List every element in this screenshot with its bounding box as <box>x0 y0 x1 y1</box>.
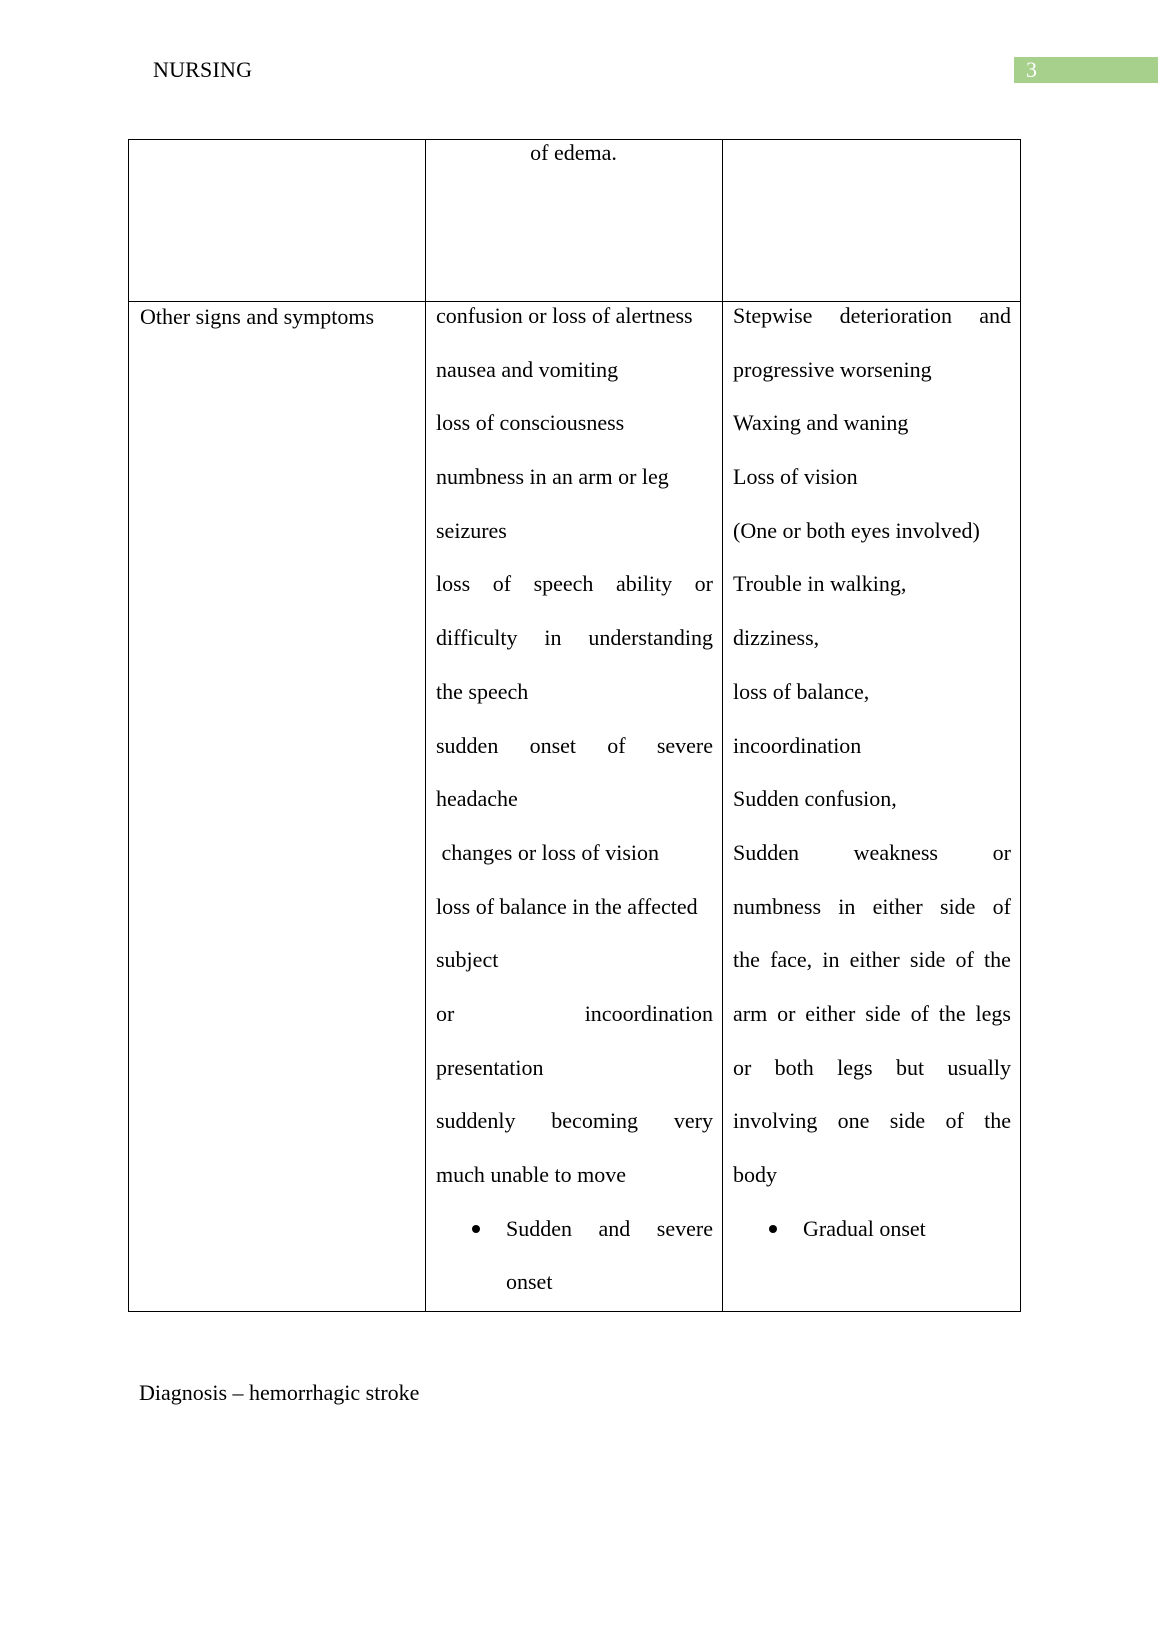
cell-word: the <box>938 1000 966 1026</box>
cell-line: Waxing and waning <box>733 410 909 436</box>
cell-word: of <box>910 1000 929 1026</box>
cell-word: and <box>598 1215 631 1241</box>
cell-line: dizziness, <box>733 625 820 651</box>
cell-word: the <box>984 1108 1011 1134</box>
cell-word: either <box>805 1000 856 1026</box>
cell-line <box>436 557 713 611</box>
table-row1-col2 <box>425 139 722 167</box>
cell-word: face, <box>770 947 813 973</box>
cell-word: but <box>895 1054 925 1080</box>
page-number: 3 <box>1026 57 1037 82</box>
cell-word: legs <box>975 1000 1011 1026</box>
cell-line: Loss of vision <box>733 464 858 490</box>
cell-line <box>733 880 1011 934</box>
cell-word: sudden <box>436 732 499 758</box>
cell-line: seizures <box>436 517 507 543</box>
cell-word: weakness <box>853 839 938 865</box>
cell-line: incoordination <box>733 732 862 758</box>
cell-word: or <box>733 1054 752 1080</box>
cell-word: or <box>777 1000 796 1026</box>
diagnosis-heading: Diagnosis – hemorrhagic stroke <box>139 1380 420 1405</box>
cell-word: onset <box>529 732 577 758</box>
symptoms-table <box>128 139 1021 1312</box>
cell-word: arm <box>733 1000 768 1026</box>
cell-word: either <box>849 947 900 973</box>
cell-word: severe <box>656 1215 713 1241</box>
cell-line: progressive worsening <box>733 356 932 382</box>
cell-word: of <box>492 571 512 597</box>
cell-line: nausea and vomiting <box>436 356 619 382</box>
cell-word: Stepwise <box>733 303 813 328</box>
cell-line: subject <box>436 947 499 973</box>
cell-word: of <box>955 947 974 973</box>
cell-word: numbness <box>733 893 821 919</box>
cell-line: Trouble in walking, <box>733 571 907 597</box>
cell-word: Sudden <box>733 839 799 865</box>
cell-line: the speech <box>436 678 529 704</box>
cell-word: of <box>992 893 1011 919</box>
cell-word: legs <box>837 1054 873 1080</box>
cell-line <box>733 1041 1011 1095</box>
cell-line <box>733 826 1011 880</box>
cell-line <box>733 1094 1011 1148</box>
cell-line <box>733 933 1011 987</box>
cell-word: in <box>838 893 856 919</box>
cell-text: of edema. <box>530 140 617 165</box>
cell-word: either <box>872 893 923 919</box>
cell-line <box>733 289 1011 343</box>
cell-line: confusion or loss of alertness <box>436 303 693 328</box>
cell-word: severe <box>656 732 713 758</box>
cell-word: side <box>909 947 946 973</box>
cell-line: much unable to move <box>436 1162 627 1187</box>
bullet-item <box>733 1202 1011 1256</box>
cell-line: headache <box>436 786 518 812</box>
cell-line: loss of balance in the affected <box>436 893 698 919</box>
bullet-icon <box>472 1225 480 1233</box>
cell-word: or <box>694 571 713 597</box>
bullet-item <box>436 1202 713 1256</box>
cell-word: one <box>837 1108 870 1134</box>
table-row2-col3 <box>733 289 1011 1255</box>
cell-line <box>436 719 713 773</box>
cell-word: of <box>607 732 626 758</box>
bullet-text: onset <box>506 1269 553 1295</box>
cell-word: the <box>984 947 1011 973</box>
table-row2-label <box>140 301 374 332</box>
table-row2-col2 <box>436 289 713 1309</box>
cell-word: or <box>992 839 1011 865</box>
bullet-item <box>436 1255 713 1309</box>
header-title: NURSING <box>153 57 253 82</box>
cell-word: or <box>436 1000 455 1026</box>
page-number-box <box>1014 57 1158 83</box>
cell-word: side <box>939 893 976 919</box>
row-label: Other signs and symptoms <box>140 304 375 329</box>
cell-line <box>733 987 1011 1041</box>
cell-word: difficulty <box>436 625 518 651</box>
cell-line: loss of consciousness <box>436 410 625 436</box>
cell-line: numbness in an arm or leg <box>436 464 669 490</box>
cell-line <box>436 987 713 1041</box>
cell-line: presentation <box>436 1054 544 1080</box>
cell-word: incoordination <box>584 1000 713 1026</box>
cell-word: speech <box>533 571 594 597</box>
cell-line <box>436 611 713 665</box>
cell-word: both <box>774 1054 814 1080</box>
cell-word: and <box>979 303 1011 328</box>
cell-word: in <box>822 947 840 973</box>
cell-word: very <box>673 1108 713 1134</box>
cell-word: side <box>889 1108 926 1134</box>
cell-word: loss <box>436 571 471 597</box>
table-column-divider <box>722 140 723 1311</box>
cell-line: changes or loss of vision <box>436 839 660 865</box>
cell-word: understanding <box>588 625 713 651</box>
cell-word: becoming <box>551 1108 639 1134</box>
cell-line: body <box>733 1162 777 1187</box>
cell-word: deterioration <box>839 303 953 328</box>
bullet-text: Gradual onset <box>803 1215 926 1241</box>
cell-word: of <box>945 1108 964 1134</box>
bullet-text <box>506 1202 713 1256</box>
cell-word: usually <box>947 1054 1011 1080</box>
table-column-divider <box>425 140 426 1311</box>
cell-line: loss of balance, <box>733 678 870 704</box>
cell-word: involving <box>733 1108 818 1134</box>
cell-word: side <box>865 1000 901 1026</box>
cell-word: the <box>733 947 760 973</box>
bullet-icon <box>769 1225 777 1233</box>
cell-line <box>436 1094 713 1148</box>
cell-line: Sudden confusion, <box>733 786 897 812</box>
cell-word: Sudden <box>506 1215 572 1241</box>
cell-word: ability <box>615 571 673 597</box>
cell-line: (One or both eyes involved) <box>733 517 980 543</box>
cell-word: suddenly <box>436 1108 516 1134</box>
cell-word: in <box>544 625 562 651</box>
